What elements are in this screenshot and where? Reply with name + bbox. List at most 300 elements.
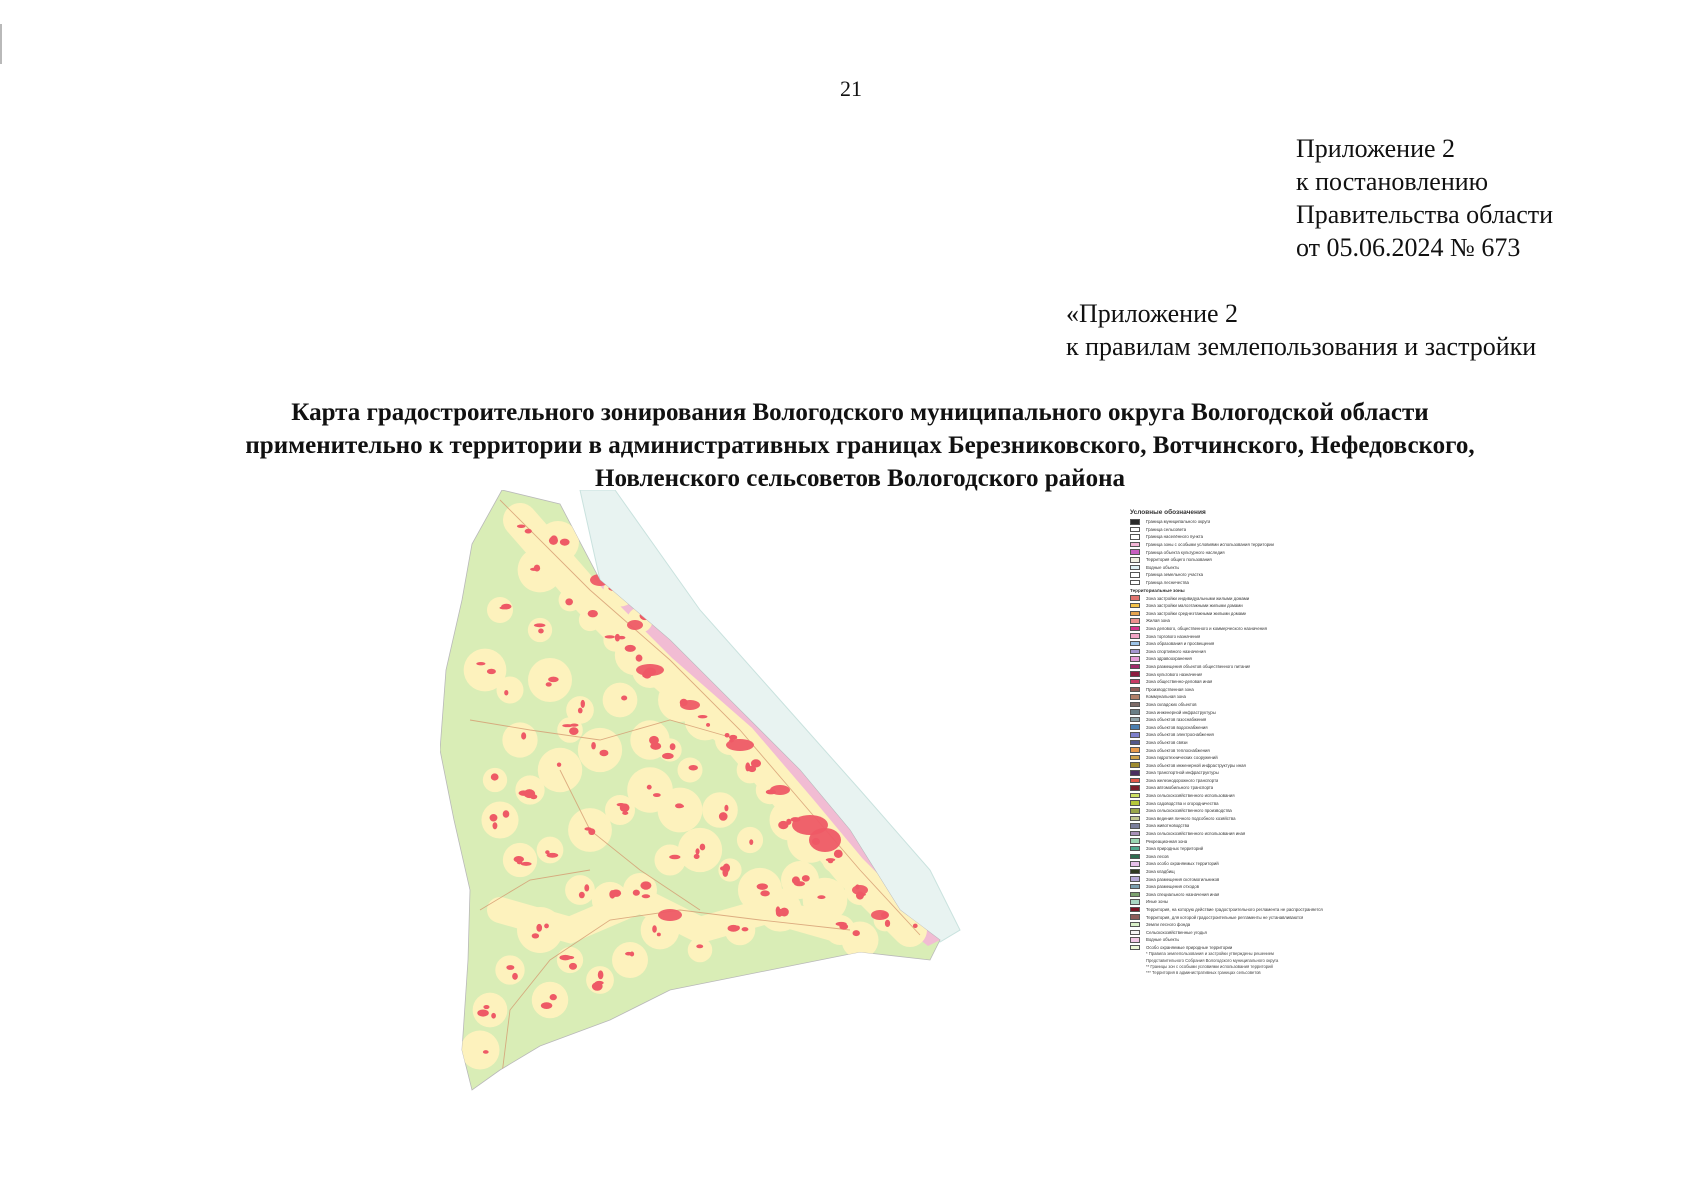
legend-item [1130,853,1665,861]
settlement-zone [605,635,615,638]
legend-item [1130,944,1665,952]
legend-item [1130,761,1665,769]
legend-label: Зона садоводства и огородничества [1146,800,1219,806]
settlement-zone [611,889,621,896]
legend-label: Зона объектов теплоснабжения [1146,747,1210,753]
urban-cluster [809,828,841,852]
legend-label: Иные зоны [1146,899,1168,905]
legend-label: Зона инженерной инфраструктуры [1146,709,1216,715]
legend-item [1130,891,1665,899]
legend-label: Территория общего пользования [1146,557,1212,563]
legend-swatch [1130,831,1140,837]
legend-item [1130,640,1665,648]
settlement-zone [581,700,585,708]
settlement-zone [521,862,532,866]
legend-label: Производственная зона [1146,686,1194,692]
settlement-zone [517,525,526,528]
settlement-zone [521,732,526,739]
settlement-zone [550,535,557,543]
legend-swatch [1130,527,1140,533]
legend-label: Зона объектов газоснабжения [1146,717,1207,723]
legend-label: Зона лесов [1146,853,1169,859]
legend-swatch [1130,687,1140,693]
legend-item [1130,868,1665,876]
legend-label: Коммунальная зона [1146,694,1186,700]
legend-item [1130,799,1665,807]
legend-swatch [1130,709,1140,715]
legend-item [1130,898,1665,906]
legend-swatch [1130,785,1140,791]
legend-swatch [1130,724,1140,730]
legend-swatch [1130,740,1140,746]
settlement-halo [578,728,622,772]
legend-label: Зона кладбищ [1146,869,1175,875]
legend-swatch [1130,937,1140,943]
legend-item [1130,784,1665,792]
legend-label: Граница объекта культурного наследия [1146,549,1225,555]
legend-label: Зона размещения объектов общественного питания [1146,663,1251,669]
legend-label: Рекреационная зона [1146,838,1188,844]
settlement-zone [562,724,573,727]
map-title-line: применительно к территории в административных границах Березниковского, Вотчинского, Нефедовского, [245,432,1475,459]
settlement-zone [826,858,836,861]
settlement-zone [689,765,698,771]
settlement-zone [504,690,508,695]
legend-swatch [1130,793,1140,799]
legend-swatch [1130,580,1140,586]
settlement-zone [591,742,596,749]
legend-item [1130,830,1665,838]
settlement-zone [706,723,710,727]
settlement-zone [834,850,843,858]
settlement-halo [565,875,595,905]
settlement-zone [724,805,728,812]
legend-label: Зона объектов инженерной инфраструктуры иная [1146,762,1246,768]
approval-line: к постановлению [1296,167,1489,196]
legend-label: Зона торгового назначения [1146,633,1201,639]
legend-swatch [1130,800,1140,806]
legend-label: Граница лесничества [1146,580,1189,586]
scan-mark [0,24,2,64]
legend-item [1130,708,1665,716]
settlement-zone [776,909,783,917]
settlement-zone [487,669,496,674]
legend-item [1130,632,1665,640]
settlement-zone [548,677,559,682]
settlement-zone [694,854,700,859]
legend-item [1130,883,1665,891]
legend-item [1130,746,1665,754]
legend-swatch [1130,884,1140,890]
settlement-halo [557,947,583,973]
legend-item [1130,533,1665,541]
legend-label: Зона объектов водоснабжения [1146,724,1208,730]
settlement-zone [719,812,728,821]
legend-item [1130,928,1665,936]
settlement-halo [702,792,738,828]
settlement-zone [538,628,544,633]
legend-label: Зона застройки индивидуальными жилыми домами [1146,595,1250,601]
rules-reference [1066,297,1536,363]
legend-note: Представительного Собрания Вологодского муниципального округа [1146,957,1279,963]
legend-label: Зона сельскохозяйственного использования иная [1146,831,1246,837]
legend-item [1130,655,1665,663]
legend-swatch [1130,854,1140,860]
settlement-zone [506,965,514,970]
legend-item [1130,648,1665,656]
legend-label: Водные объекты [1146,937,1180,943]
legend-header: Условные обозначения [1130,509,1206,516]
legend-label: Зона спортивного назначения [1146,648,1206,654]
legend-label: Зона делового, общественного и коммерческого назначения [1146,626,1267,632]
settlement-zone [578,708,583,714]
settlement-zone [633,890,640,896]
rules-line: «Приложение 2 [1066,299,1239,328]
legend-body [1130,518,1665,977]
settlement-zone [517,860,522,864]
settlement-zone [669,855,680,859]
settlement-zone [546,682,552,686]
legend-label: Зона застройки малоэтажными жилыми домами [1146,603,1243,609]
legend-label: Территория, на которую действие градостроительного регламента не распространяется [1146,906,1323,912]
legend-item [1130,678,1665,686]
settlement-halo [532,982,569,1019]
settlement-zone [599,750,608,757]
legend-swatch [1130,899,1140,905]
settlement-zone [636,655,643,662]
settlement-zone [588,610,598,617]
legend-label: Земли лесного фонда [1146,922,1191,928]
legend-swatch [1130,656,1140,662]
legend-swatch [1130,876,1140,882]
legend-item [1130,625,1665,633]
legend-label: Зона особо охраняемых территорий [1146,861,1219,867]
settlement-zone [550,994,557,1000]
legend-label: Граница населённого пункта [1146,534,1204,540]
legend-label: Граница зоны с особыми условиями использования территории [1146,542,1274,548]
legend-label: Зона специального назначения иная [1146,891,1220,897]
legend-label: Зона сельскохозяйственного использования [1146,793,1235,799]
settlement-zone [569,963,577,970]
legend-item [1130,845,1665,853]
urban-cluster [627,620,643,630]
legend-label: Особо охраняемые природные территории [1146,944,1233,950]
settlement-halo [481,801,518,838]
settlement-zone [794,881,805,886]
settlement-zone [584,827,591,830]
legend-item [1130,936,1665,944]
map-title-line: Новленского сельсоветов Вологодского района [595,465,1125,492]
settlement-zone [560,539,570,546]
legend-item [1130,875,1665,883]
legend-item [1130,739,1665,747]
map-title [60,396,1660,495]
zoning-map-graphic [440,490,1040,1170]
legend-item [1130,723,1665,731]
settlement-zone [725,733,730,737]
legend-swatch [1130,694,1140,700]
legend-item [1130,913,1665,921]
legend-label: Зона объектов электроснабжения [1146,732,1214,738]
map-title-line: Карта градостроительного зонирования Вологодского муниципального округа Вологодской области [291,399,1429,426]
legend-note: ** Границы зон с особыми условиями использования территорий [1146,964,1273,970]
settlement-zone [642,894,650,898]
legend-swatch [1130,565,1140,571]
settlement-halo [537,837,564,864]
legend-swatch [1130,633,1140,639]
settlement-zone [696,944,703,948]
settlement-zone [584,884,589,891]
legend-label: Территория, для которой градостроительные регламенты не устанавливаются [1146,914,1304,920]
urban-cluster [636,664,664,676]
legend-swatch [1130,838,1140,844]
legend-swatch [1130,618,1140,624]
settlement-zone [483,1050,489,1054]
legend-swatch [1130,595,1140,601]
legend-item [1130,685,1665,693]
urban-cluster [658,909,682,921]
settlement-zone [640,881,651,889]
legend-item [1130,548,1665,556]
settlement-zone [662,753,674,759]
legend-label: Сельскохозяйственные угодья [1146,929,1207,935]
settlement-zone [557,762,561,766]
legend-swatch [1130,626,1140,632]
settlement-zone [913,924,918,928]
settlement-halo [658,788,703,833]
settlement-zone [650,742,661,749]
legend-item [1130,792,1665,800]
legend-label: Зона природных территорий [1146,846,1204,852]
legend-item [1130,860,1665,868]
settlement-zone [598,970,604,979]
settlement-zone [565,956,574,959]
settlement-halo [654,844,685,875]
legend-item [1130,564,1665,572]
settlement-zone [503,810,510,817]
settlement-halo [496,676,523,703]
legend-item [1130,822,1665,830]
settlement-zone [512,973,518,980]
settlement-zone [625,952,632,956]
map-legend [1130,508,1665,1168]
legend-item [1130,921,1665,929]
settlement-zone [621,695,627,700]
settlement-zone [728,925,740,932]
legend-swatch [1130,846,1140,852]
settlement-zone [670,743,676,750]
legend-item [1130,602,1665,610]
settlement-zone [477,1010,489,1017]
legend-label: Зона транспортной инфраструктуры [1146,770,1219,776]
legend-item [1130,610,1665,618]
settlement-zone [678,805,684,808]
legend-swatch [1130,869,1140,875]
settlement-zone [530,568,540,571]
settlement-halo [495,955,524,984]
legend-swatch [1130,557,1140,563]
legend-item [1130,571,1665,579]
settlement-zone [491,773,499,780]
settlement-zone [749,839,753,845]
settlement-halo [460,1030,499,1069]
legend-note: *** Территория в административных границах сельсоветов [1146,970,1261,976]
legend-swatch [1130,717,1140,723]
legend-swatch [1130,611,1140,617]
legend-label: Зона размещения скотомогильников [1146,876,1220,882]
legend-label: Зона автомобильного транспорта [1146,785,1214,791]
legend-swatch [1130,664,1140,670]
urban-cluster [770,785,790,795]
legend-item [1130,769,1665,777]
settlement-zone [618,636,625,640]
settlement-zone [748,766,756,772]
legend-item [1130,617,1665,625]
legend-swatch [1130,778,1140,784]
settlement-zone [544,923,549,928]
legend-swatch [1130,649,1140,655]
legend-swatch [1130,861,1140,867]
legend-swatch [1130,930,1140,936]
settlement-zone [492,822,497,829]
settlement-zone [625,645,636,652]
legend-swatch [1130,907,1140,913]
legend-swatch [1130,542,1140,548]
legend-swatch [1130,945,1140,951]
settlement-zone [501,604,511,609]
settlement-zone [729,735,737,740]
legend-item [1130,807,1665,815]
legend-item [1130,731,1665,739]
settlement-zone [700,844,706,851]
legend-swatch [1130,892,1140,898]
legend-label: Зона сельскохозяйственного производства [1146,808,1232,814]
legend-swatch [1130,534,1140,540]
settlement-zone [620,804,630,813]
settlement-zone [698,715,708,718]
legend-label: Зона здравоохранения [1146,656,1192,662]
legend-label: Зона гидротехнических сооружений [1146,755,1218,761]
legend-swatch [1130,572,1140,578]
settlement-zone [723,864,730,873]
legend-item [1130,518,1665,526]
legend-swatch [1130,808,1140,814]
legend-swatch [1130,641,1140,647]
approval-block [1296,132,1553,264]
urban-cluster [680,700,700,710]
settlement-zone [483,1005,489,1009]
legend-swatch [1130,914,1140,920]
settlement-halo [473,993,508,1028]
urban-cluster [871,910,889,920]
legend-swatch [1130,519,1140,525]
page-number: 21 [840,76,862,101]
settlement-zone [595,981,604,985]
legend-label: Зона культового назначения [1146,671,1203,677]
settlement-zone [695,848,699,854]
legend-label: Зона размещения отходов [1146,884,1199,890]
legend-item [1130,837,1665,845]
legend-item [1130,701,1665,709]
settlement-zone [545,850,549,854]
legend-item [1130,670,1665,678]
settlement-zone [885,920,890,927]
legend-item [1130,526,1665,534]
legend-label: Граница сельсовета [1146,526,1187,532]
legend-item [1130,815,1665,823]
legend-swatch [1130,770,1140,776]
legend-label: Граница муниципального округа [1146,519,1211,525]
legend-item [1130,541,1665,549]
legend-label: Зона железнодорожного транспорта [1146,777,1219,783]
settlement-zone [532,933,539,938]
legend-item [1130,663,1665,671]
legend-item [1130,716,1665,724]
legend-swatch [1130,747,1140,753]
settlement-zone [491,1013,496,1019]
settlement-zone [657,933,661,937]
legend-item [1130,556,1665,564]
settlement-zone [742,927,749,931]
legend-section-title: Территориальные зоны [1130,588,1185,594]
urban-cluster [852,885,868,895]
legend-label: Зона образования и просвещения [1146,641,1215,647]
legend-swatch [1130,762,1140,768]
legend-item [1130,906,1665,914]
legend-label: Водные объекты [1146,564,1180,570]
legend-label: Зона объектов связи [1146,739,1188,745]
legend-swatch [1130,603,1140,609]
settlement-zone [757,883,768,890]
legend-label: Зона складских объектов [1146,701,1197,707]
settlement-zone [652,925,657,933]
settlement-zone [802,875,810,882]
legend-label: Граница земельного участка [1146,572,1204,578]
settlement-zone [525,529,532,534]
settlement-halo [677,757,702,782]
legend-item [1130,777,1665,785]
legend-label: Жилая зона [1146,618,1170,624]
legend-item [1130,579,1665,587]
legend-label: Зона ведения личного подсобного хозяйства [1146,815,1236,821]
legend-swatch [1130,549,1140,555]
legend-item [1130,754,1665,762]
approval-line: Приложение 2 [1296,134,1456,163]
approval-line: от 05.06.2024 № 673 [1296,233,1521,262]
settlement-zone [490,814,498,822]
settlement-zone [653,793,661,797]
legend-swatch [1130,732,1140,738]
legend-swatch [1130,816,1140,822]
settlement-zone [476,662,485,665]
settlement-zone [565,598,573,605]
legend-item [1130,594,1665,602]
settlement-zone [534,623,546,627]
legend-swatch [1130,702,1140,708]
settlement-zone [569,727,578,735]
legend-swatch [1130,922,1140,928]
settlement-zone [536,924,542,932]
approval-line: Правительства области [1296,200,1554,229]
settlement-halo [603,683,638,718]
settlement-zone [519,790,529,795]
settlement-halo [487,597,513,623]
legend-swatch [1130,823,1140,829]
settlement-zone [541,1002,552,1009]
zoning-map [440,490,1040,1170]
settlement-zone [839,924,848,930]
legend-swatch [1130,671,1140,677]
